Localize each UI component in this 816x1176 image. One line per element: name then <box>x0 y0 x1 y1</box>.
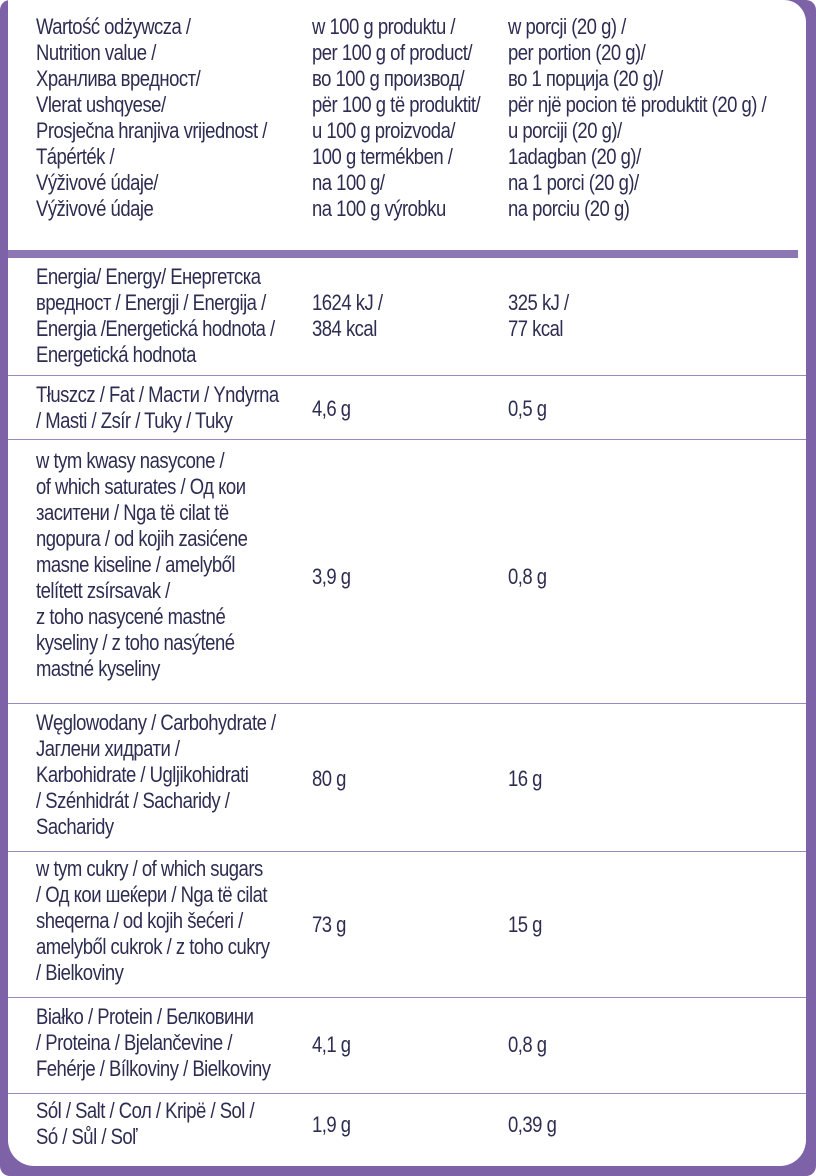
label-line: Јаглени хидрати / <box>36 736 180 761</box>
label-line: Energia/ Energy/ Енергетска <box>36 264 261 289</box>
table-row-carbohydrate <box>8 704 806 852</box>
row-label <box>36 856 269 986</box>
label-line: Energia /Energetická hodnota / <box>36 316 275 341</box>
label-line: w tym cukry / of which sugars <box>36 856 263 881</box>
header-per-portion-column <box>508 14 766 222</box>
header-line: во 100 g производ/ <box>312 66 465 91</box>
header-line: Хранлива вредност/ <box>36 66 201 91</box>
row-label <box>36 264 275 368</box>
label-line: Energetická hodnota <box>36 342 196 367</box>
header-line: Nutrition value / <box>36 40 156 65</box>
header-line: per 100 g of product/ <box>312 40 472 65</box>
header-line: na porciu (20 g) <box>508 196 630 221</box>
row-label <box>36 1098 254 1150</box>
label-line: Węglowodany / Carbohydrate / <box>36 710 276 735</box>
header-line: Prosječna hranjiva vrijednost / <box>36 118 267 143</box>
row-label <box>36 448 247 682</box>
value-line: 77 kcal <box>508 316 564 341</box>
label-line: kyseliny / z toho nasýtené <box>36 630 235 655</box>
label-line: z toho nasycené mastné <box>36 604 226 629</box>
label-line: Fehérje / Bílkoviny / Bielkoviny <box>36 1056 271 1081</box>
value-per-100g: 73 g <box>312 912 346 937</box>
header-per-100g-column <box>312 14 480 222</box>
label-line: Karbohidrate / Ugljikohidrati <box>36 762 249 787</box>
label-line: mastné kyseliny <box>36 656 160 681</box>
header-line: na 100 g/ <box>312 170 385 195</box>
header-line: 1adagban (20 g)/ <box>508 144 641 169</box>
table-row-fat <box>8 376 806 440</box>
header-line: Wartość odżywcza / <box>36 14 191 39</box>
table-row-saturates <box>8 440 806 704</box>
label-line: Sacharidy <box>36 814 114 839</box>
header-line: Tápérték / <box>36 144 115 169</box>
row-label <box>36 1004 270 1082</box>
header-line: na 1 porci (20 g)/ <box>508 170 639 195</box>
value-line: 1624 kJ / <box>312 290 383 315</box>
value-line: 325 kJ / <box>508 290 569 315</box>
header-line: Výživové údaje/ <box>36 170 158 195</box>
header-nutrition-value-column <box>36 14 267 222</box>
label-line: ngopura / od kojih zasićene <box>36 526 248 551</box>
label-line: / Proteina / Bjelančevine / <box>36 1030 232 1055</box>
value-per-portion: 16 g <box>508 766 542 791</box>
header-line: për 100 g të produktit/ <box>312 92 481 117</box>
header-line: per portion (20 g)/ <box>508 40 646 65</box>
header-line: na 100 g výrobku <box>312 196 446 221</box>
table-header <box>8 0 806 252</box>
label-line: Białko / Protein / Белковини <box>36 1004 254 1029</box>
value-per-portion: 15 g <box>508 912 542 937</box>
value-per-100g: 4,6 g <box>312 396 351 421</box>
value-per-portion <box>508 290 569 342</box>
value-per-portion: 0,5 g <box>508 396 547 421</box>
label-line: / Szénhidrát / Sacharidy / <box>36 788 230 813</box>
value-per-100g: 80 g <box>312 766 346 791</box>
header-line: Výživové údaje <box>36 196 154 221</box>
label-line: Sól / Salt / Сол / Kripë / Sol / <box>36 1098 255 1123</box>
table-row-salt <box>8 1094 806 1166</box>
label-line: Só / Sůl / Soľ <box>36 1124 138 1149</box>
value-per-portion: 0,8 g <box>508 564 547 589</box>
value-per-100g: 4,1 g <box>312 1032 351 1057</box>
label-line: amelyből cukrok / z toho cukry <box>36 934 270 959</box>
table-row-sugars <box>8 852 806 998</box>
header-line: u porciji (20 g)/ <box>508 118 622 143</box>
label-line: / Masti / Zsír / Tuky / Tuky <box>36 408 233 433</box>
value-per-100g <box>312 290 382 342</box>
label-line: / Bielkoviny <box>36 960 124 985</box>
header-line: u 100 g proizvoda/ <box>312 118 455 143</box>
label-line: masne kiseline / amelyből <box>36 552 236 577</box>
label-line: / Од кои шеќери / Nga të cilat <box>36 882 267 907</box>
label-line: telített zsírsavak / <box>36 578 170 603</box>
header-line: për një pocion të produktit (20 g) / <box>508 92 767 117</box>
value-line: 384 kcal <box>312 316 377 341</box>
table-row-protein <box>8 998 806 1094</box>
row-label <box>36 382 279 434</box>
value-per-portion: 0,8 g <box>508 1032 547 1057</box>
header-line: Vlerat ushqyese/ <box>36 92 166 117</box>
label-line: of which saturates / Од кои <box>36 474 246 499</box>
label-line: w tym kwasy nasycone / <box>36 448 225 473</box>
nutrition-table <box>8 0 806 1166</box>
header-line: w porcji (20 g) / <box>508 14 626 39</box>
row-label <box>36 710 276 840</box>
value-per-100g: 3,9 g <box>312 564 351 589</box>
label-line: вредност / Energji / Energija / <box>36 290 266 315</box>
header-line: 100 g termékben / <box>312 144 453 169</box>
value-per-portion: 0,39 g <box>508 1112 557 1137</box>
value-per-100g: 1,9 g <box>312 1112 351 1137</box>
header-line: во 1 порција (20 g)/ <box>508 66 663 91</box>
label-line: sheqerna / od kojih šećeri / <box>36 908 243 933</box>
header-divider <box>8 250 798 258</box>
label-line: заситени / Nga të cilat të <box>36 500 229 525</box>
table-row-energy <box>8 258 806 376</box>
label-line: Tłuszcz / Fat / Масти / Yndyrna <box>36 382 279 407</box>
header-line: w 100 g produktu / <box>312 14 455 39</box>
